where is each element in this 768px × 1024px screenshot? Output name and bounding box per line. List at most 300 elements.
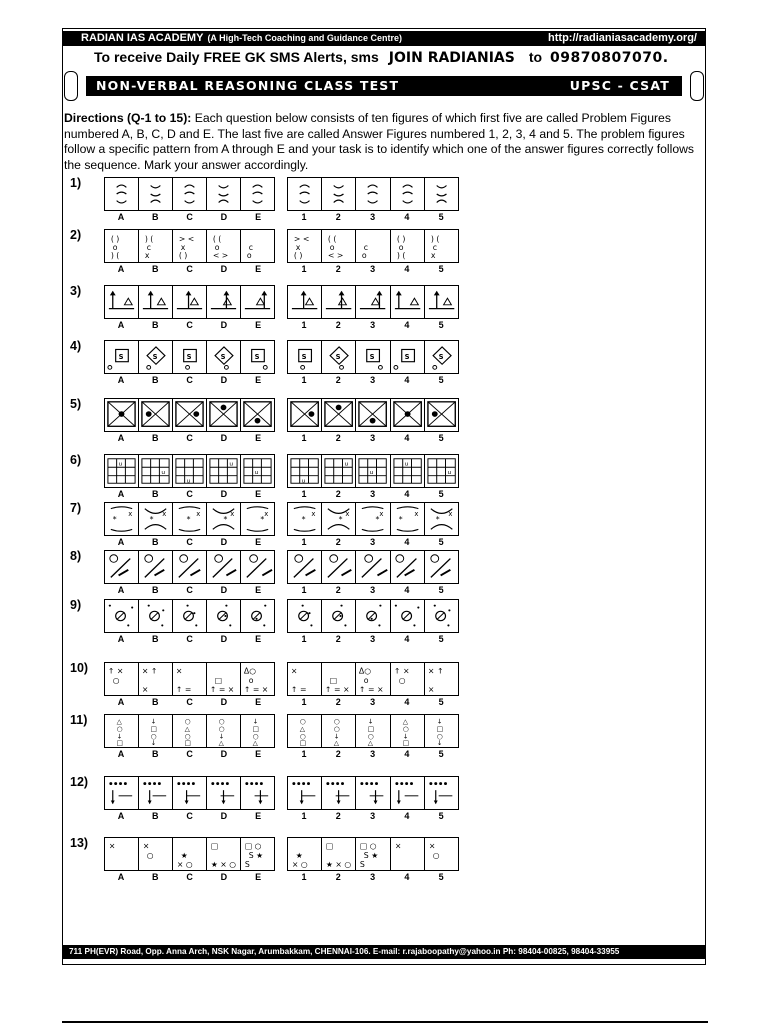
answer-label: 2 [335,872,341,882]
svg-text:u: u [254,469,259,476]
answer-label: 3 [370,433,376,443]
figure-drawing [356,503,389,535]
problem-figure [173,715,207,747]
answer-label: 5 [438,872,444,882]
answer-figure[interactable] [288,455,322,487]
svg-text:S: S [301,352,307,361]
academy-name: RADIAN IAS ACADEMY (A High-Tech Coaching and Guidance Centre) [81,32,402,44]
svg-text:□: □ [299,739,307,747]
answer-figure[interactable] [425,551,458,583]
problem-figure [105,663,139,695]
svg-text:> <: > < [293,234,310,244]
problem-figure [173,838,207,870]
answer-figure[interactable] [391,715,425,747]
figure-drawing [288,715,321,747]
problem-figure [207,600,241,632]
svg-text:*: * [398,514,403,524]
svg-text:× ↑: × ↑ [141,666,158,676]
answer-figure[interactable] [356,600,390,632]
answer-figure-strip [287,454,459,488]
problem-figure [105,178,139,210]
figure-drawing [105,455,138,487]
answer-label: 2 [335,264,341,274]
svg-text:↓: ↓ [116,732,123,741]
svg-text:○: ○ [436,732,443,741]
question-number: 11) [70,713,88,727]
answer-figure[interactable] [391,663,425,695]
answer-label: 4 [404,375,410,385]
answer-figure-strip [287,177,459,211]
answer-figure[interactable] [356,715,390,747]
answer-figure[interactable] [425,715,458,747]
problem-figure [105,341,139,373]
problem-figure [173,341,207,373]
figure-drawing [425,777,458,809]
problem-figure [173,600,207,632]
answer-figure[interactable] [356,663,390,695]
answer-figure[interactable] [322,838,356,870]
figure-drawing [207,286,240,318]
svg-text:△: △ [252,739,258,747]
svg-text:↓: ↓ [402,732,409,741]
figure-drawing [391,178,424,210]
figure-drawing [356,715,389,747]
figure-drawing [356,230,389,262]
problem-figure-strip [104,662,275,696]
problem-figure [173,663,207,695]
figure-drawing [105,777,138,809]
svg-text:( ): ( ) [178,251,188,261]
svg-text:↑ =: ↑ = [290,685,307,695]
answer-figure[interactable] [425,455,458,487]
figure-drawing [173,715,206,747]
problem-label: D [220,634,228,644]
svg-text:( (: ( ( [328,234,337,244]
answer-figure[interactable] [288,230,322,262]
answer-figure[interactable] [356,455,390,487]
figure-drawing [356,600,389,632]
answer-figure[interactable] [425,838,458,870]
footer-address: 711 PH(EVR) Road, Opp. Anna Arch, NSK Nagar, Arumbakkam, CHENNAI-106. E-mail: r.rajaboopathy@yahoo.in Ph: 98404-00825, 98404-33955 [69,947,620,956]
figure-drawing [241,399,274,431]
figure-drawing [288,341,321,373]
problem-figure [207,178,241,210]
svg-text:( (: ( ( [212,234,222,244]
svg-text:c: c [248,242,254,252]
answer-figure[interactable] [322,663,356,695]
question-number: 10) [70,661,89,675]
sms-keyword: JOIN RADIANIAS [388,50,515,66]
svg-text:↓: ↓ [436,717,443,726]
answer-figure[interactable] [322,286,356,318]
svg-text:○: ○ [368,732,375,741]
figure-drawing [139,551,172,583]
answer-figure[interactable] [356,230,390,262]
figure-drawing [425,399,458,431]
problem-label: E [255,433,262,443]
figure-drawing [391,399,424,431]
figure-drawing [356,341,389,373]
answer-label: 4 [404,872,410,882]
problem-label: E [255,872,262,882]
footer-address-bar [63,945,705,959]
answer-figure[interactable] [425,341,458,373]
answer-figure[interactable] [425,663,458,695]
answer-figure[interactable] [356,503,390,535]
figure-drawing [139,178,172,210]
problem-label: B [152,872,159,882]
problem-figure-strip [104,550,275,584]
answer-figure[interactable] [288,838,322,870]
svg-text:↓: ↓ [436,739,443,747]
figure-drawing [425,663,458,695]
svg-text:×: × [142,841,150,851]
answer-figure[interactable] [288,600,322,632]
figure-drawing [322,503,355,535]
problem-label: D [220,585,228,595]
svg-text:× ○: × ○ [176,860,193,870]
answer-figure[interactable] [322,600,356,632]
problem-label: E [255,749,262,759]
figure-drawing [241,455,274,487]
problem-label: E [255,375,262,385]
svg-text:×: × [394,841,402,851]
answer-label: 5 [438,634,444,644]
svg-text:□: □ [326,841,334,851]
problem-figure [139,503,173,535]
directions-body: Each question below consists of ten figures of which first five are called Problem Figures numbered A, B, C, D and E. The last five are called Answer Figures numbered 1, 2, 3, 4 and 5. The problem figures follow a specific pattern from A through E and your task is to identify which one of the answer figures correctly follows the sequence. Mark your answer accordingly. [64,111,694,172]
svg-text:) (: ) ( [430,234,440,244]
answer-figure[interactable] [288,663,322,695]
problem-label: C [186,264,193,274]
svg-text:△: △ [368,739,374,747]
answer-figure[interactable] [425,286,458,318]
answer-label: 3 [370,697,376,707]
svg-text:u: u [161,469,166,476]
title-scroll [64,71,704,101]
svg-text:□ ○: □ ○ [360,841,377,851]
figure-drawing [288,551,321,583]
problem-figure [139,341,173,373]
answer-figure[interactable] [322,178,356,210]
svg-text:Δ○: Δ○ [359,666,372,676]
figure-drawing [105,286,138,318]
figure-drawing [241,286,274,318]
answer-label: 3 [370,264,376,274]
answer-label: 1 [301,264,307,274]
svg-text:x: x [448,510,453,519]
svg-text:↓: ↓ [150,739,157,747]
figure-drawing [241,600,274,632]
problem-figure [207,230,241,262]
answer-figure[interactable] [356,777,390,809]
problem-figure [207,715,241,747]
problem-label: E [255,697,262,707]
problem-figure [207,838,241,870]
problem-figure-strip [104,177,275,211]
svg-text:u: u [118,461,123,468]
figure-drawing [288,663,321,695]
answer-figure[interactable] [288,715,322,747]
scroll-right-curl [690,71,704,101]
svg-text:S: S [254,352,260,361]
answer-label: 1 [301,872,307,882]
problem-label: B [152,811,159,821]
answer-figure[interactable] [288,341,322,373]
figure-drawing [322,715,355,747]
answer-figure[interactable] [356,838,390,870]
answer-figure[interactable] [391,341,425,373]
figure-drawing [356,551,389,583]
figure-drawing [288,600,321,632]
figure-drawing [173,455,206,487]
figure-drawing [139,503,172,535]
answer-figure[interactable] [288,551,322,583]
svg-text:*: * [338,514,343,524]
problem-figure-strip [104,454,275,488]
svg-text:○: ○ [184,732,191,741]
problem-label: B [152,264,159,274]
answer-label: 2 [335,749,341,759]
answer-figure[interactable] [322,399,356,431]
problem-label: C [186,537,193,547]
answer-figure[interactable] [391,399,425,431]
figure-drawing [391,341,424,373]
svg-text:○: ○ [398,675,406,685]
answer-figure[interactable] [322,455,356,487]
problem-figure [105,286,139,318]
answer-label: 4 [404,697,410,707]
answer-label: 2 [335,433,341,443]
answer-label: 2 [335,537,341,547]
problem-figure-strip [104,229,275,263]
figure-drawing [391,838,424,870]
answer-label: 5 [438,749,444,759]
answer-label: 5 [438,585,444,595]
svg-text:△: △ [299,725,305,733]
figure-drawing [391,600,424,632]
problem-figure [241,715,274,747]
figure-drawing [425,230,458,262]
svg-text:○: ○ [184,717,191,726]
problem-label: D [220,375,228,385]
figure-drawing [425,838,458,870]
problem-figure [173,178,207,210]
svg-text:S: S [438,352,444,361]
svg-text:□: □ [368,725,375,733]
question-number: 4) [70,339,82,353]
answer-label: 1 [301,697,307,707]
figure-drawing [241,838,274,870]
figure-drawing [105,230,138,262]
answer-figure[interactable] [322,777,356,809]
svg-text:Δ○: Δ○ [243,666,256,676]
svg-text:S ★: S ★ [248,850,264,860]
svg-text:*: * [301,514,306,524]
answer-figure[interactable] [356,178,390,210]
problem-figure [139,663,173,695]
answer-figure[interactable] [288,286,322,318]
answer-figure[interactable] [391,178,425,210]
answer-label: 3 [370,375,376,385]
svg-text:*: * [223,514,228,524]
problem-figure [241,341,274,373]
answer-figure[interactable] [425,178,458,210]
figure-drawing [288,178,321,210]
answer-figure[interactable] [288,399,322,431]
answer-figure[interactable] [391,286,425,318]
figure-drawing [425,341,458,373]
problem-label: B [152,320,159,330]
answer-figure[interactable] [322,230,356,262]
svg-text:○: ○ [333,717,340,726]
figure-drawing [288,777,321,809]
figure-drawing [207,838,240,870]
figure-drawing [288,399,321,431]
answer-figure[interactable] [322,503,356,535]
question-number: 13) [70,836,89,850]
figure-drawing [288,455,321,487]
answer-figure[interactable] [356,399,390,431]
problem-label: C [186,634,193,644]
figure-drawing [425,715,458,747]
answer-figure[interactable] [391,600,425,632]
question-number: 8) [70,549,82,563]
svg-text:×: × [141,685,149,695]
answer-label: 1 [301,749,307,759]
answer-figure[interactable] [356,286,390,318]
problem-figure [105,777,139,809]
svg-text:□: □ [252,725,260,733]
svg-text:△: △ [116,717,122,726]
problem-figure [241,455,274,487]
answer-figure[interactable] [322,551,356,583]
answer-figure[interactable] [288,503,322,535]
svg-text:S: S [360,860,366,870]
answer-figure[interactable] [425,503,458,535]
problem-figure [241,399,274,431]
answer-label: 4 [404,749,410,759]
answer-label: 1 [301,489,307,499]
figure-drawing [391,286,424,318]
figure-drawing [207,178,240,210]
svg-text:○: ○ [299,732,306,741]
sms-text: To receive Daily FREE GK SMS Alerts, sms [94,49,379,65]
answer-figure[interactable] [391,551,425,583]
figure-drawing [356,777,389,809]
problem-label: B [152,375,159,385]
figure-drawing [207,663,240,695]
figure-drawing [288,838,321,870]
answer-figure[interactable] [288,777,322,809]
problem-label: C [186,320,193,330]
svg-text:S ★: S ★ [364,850,379,860]
figure-drawing [173,503,206,535]
question-number: 1) [70,176,82,190]
answer-figure[interactable] [356,551,390,583]
svg-text:△: △ [333,739,340,747]
svg-text:S: S [335,352,341,361]
directions-lead: Directions (Q-1 to 15): [64,111,192,125]
answer-figure[interactable] [391,230,425,262]
answer-figure[interactable] [391,777,425,809]
answer-figure[interactable] [288,178,322,210]
answer-figure[interactable] [391,503,425,535]
svg-text:□: □ [214,675,223,685]
problem-label: B [152,697,159,707]
svg-text:u: u [186,478,191,485]
answer-label: 4 [404,585,410,595]
answer-label: 1 [301,585,307,595]
svg-text:↓: ↓ [368,717,374,726]
figure-drawing [241,715,274,747]
answer-figure[interactable] [425,600,458,632]
problem-label: B [152,585,159,595]
svg-text:*: * [149,514,154,524]
answer-figure[interactable] [322,341,356,373]
figure-drawing [425,455,458,487]
svg-text:*: * [375,514,380,524]
svg-text:↓: ↓ [218,732,225,741]
answer-label: 3 [370,320,376,330]
answer-figure[interactable] [391,838,425,870]
svg-text:↓: ↓ [150,717,157,726]
figure-drawing [356,286,389,318]
svg-text:c: c [146,242,152,252]
svg-text:x: x [128,510,133,519]
problem-label: C [186,212,193,222]
problem-figure [241,230,274,262]
figure-drawing [207,503,240,535]
answer-figure-strip [287,714,459,748]
academy-url[interactable]: http://radianiasacademy.org/ [548,32,697,44]
svg-text:) (: ) ( [144,234,154,244]
problem-label: D [220,320,228,330]
problem-figure [139,286,173,318]
test-title-bar [86,76,682,96]
svg-text:x: x [196,510,201,519]
svg-text:x: x [414,510,419,519]
problem-figure [105,715,139,747]
answer-figure[interactable] [425,230,458,262]
problem-label: E [255,489,262,499]
figure-drawing [139,600,172,632]
figure-drawing [139,838,172,870]
svg-text:S: S [244,860,250,870]
problem-figure [173,230,207,262]
problem-figure [241,838,274,870]
answer-label: 5 [438,489,444,499]
answer-label: 3 [370,872,376,882]
svg-text:○: ○ [252,732,259,741]
answer-figure[interactable] [391,455,425,487]
svg-text:*: * [260,514,265,524]
problem-figure [241,777,274,809]
problem-label: D [220,749,228,759]
answer-label: 5 [438,537,444,547]
answer-label: 1 [301,634,307,644]
answer-label: 1 [301,433,307,443]
answer-figure[interactable] [356,341,390,373]
answer-figure[interactable] [322,715,356,747]
figure-drawing [139,230,172,262]
answer-figure[interactable] [425,399,458,431]
problem-label: A [117,872,125,882]
problem-label: E [255,212,262,222]
problem-figure [207,341,241,373]
answer-figure[interactable] [425,777,458,809]
svg-text:*: * [112,514,117,524]
